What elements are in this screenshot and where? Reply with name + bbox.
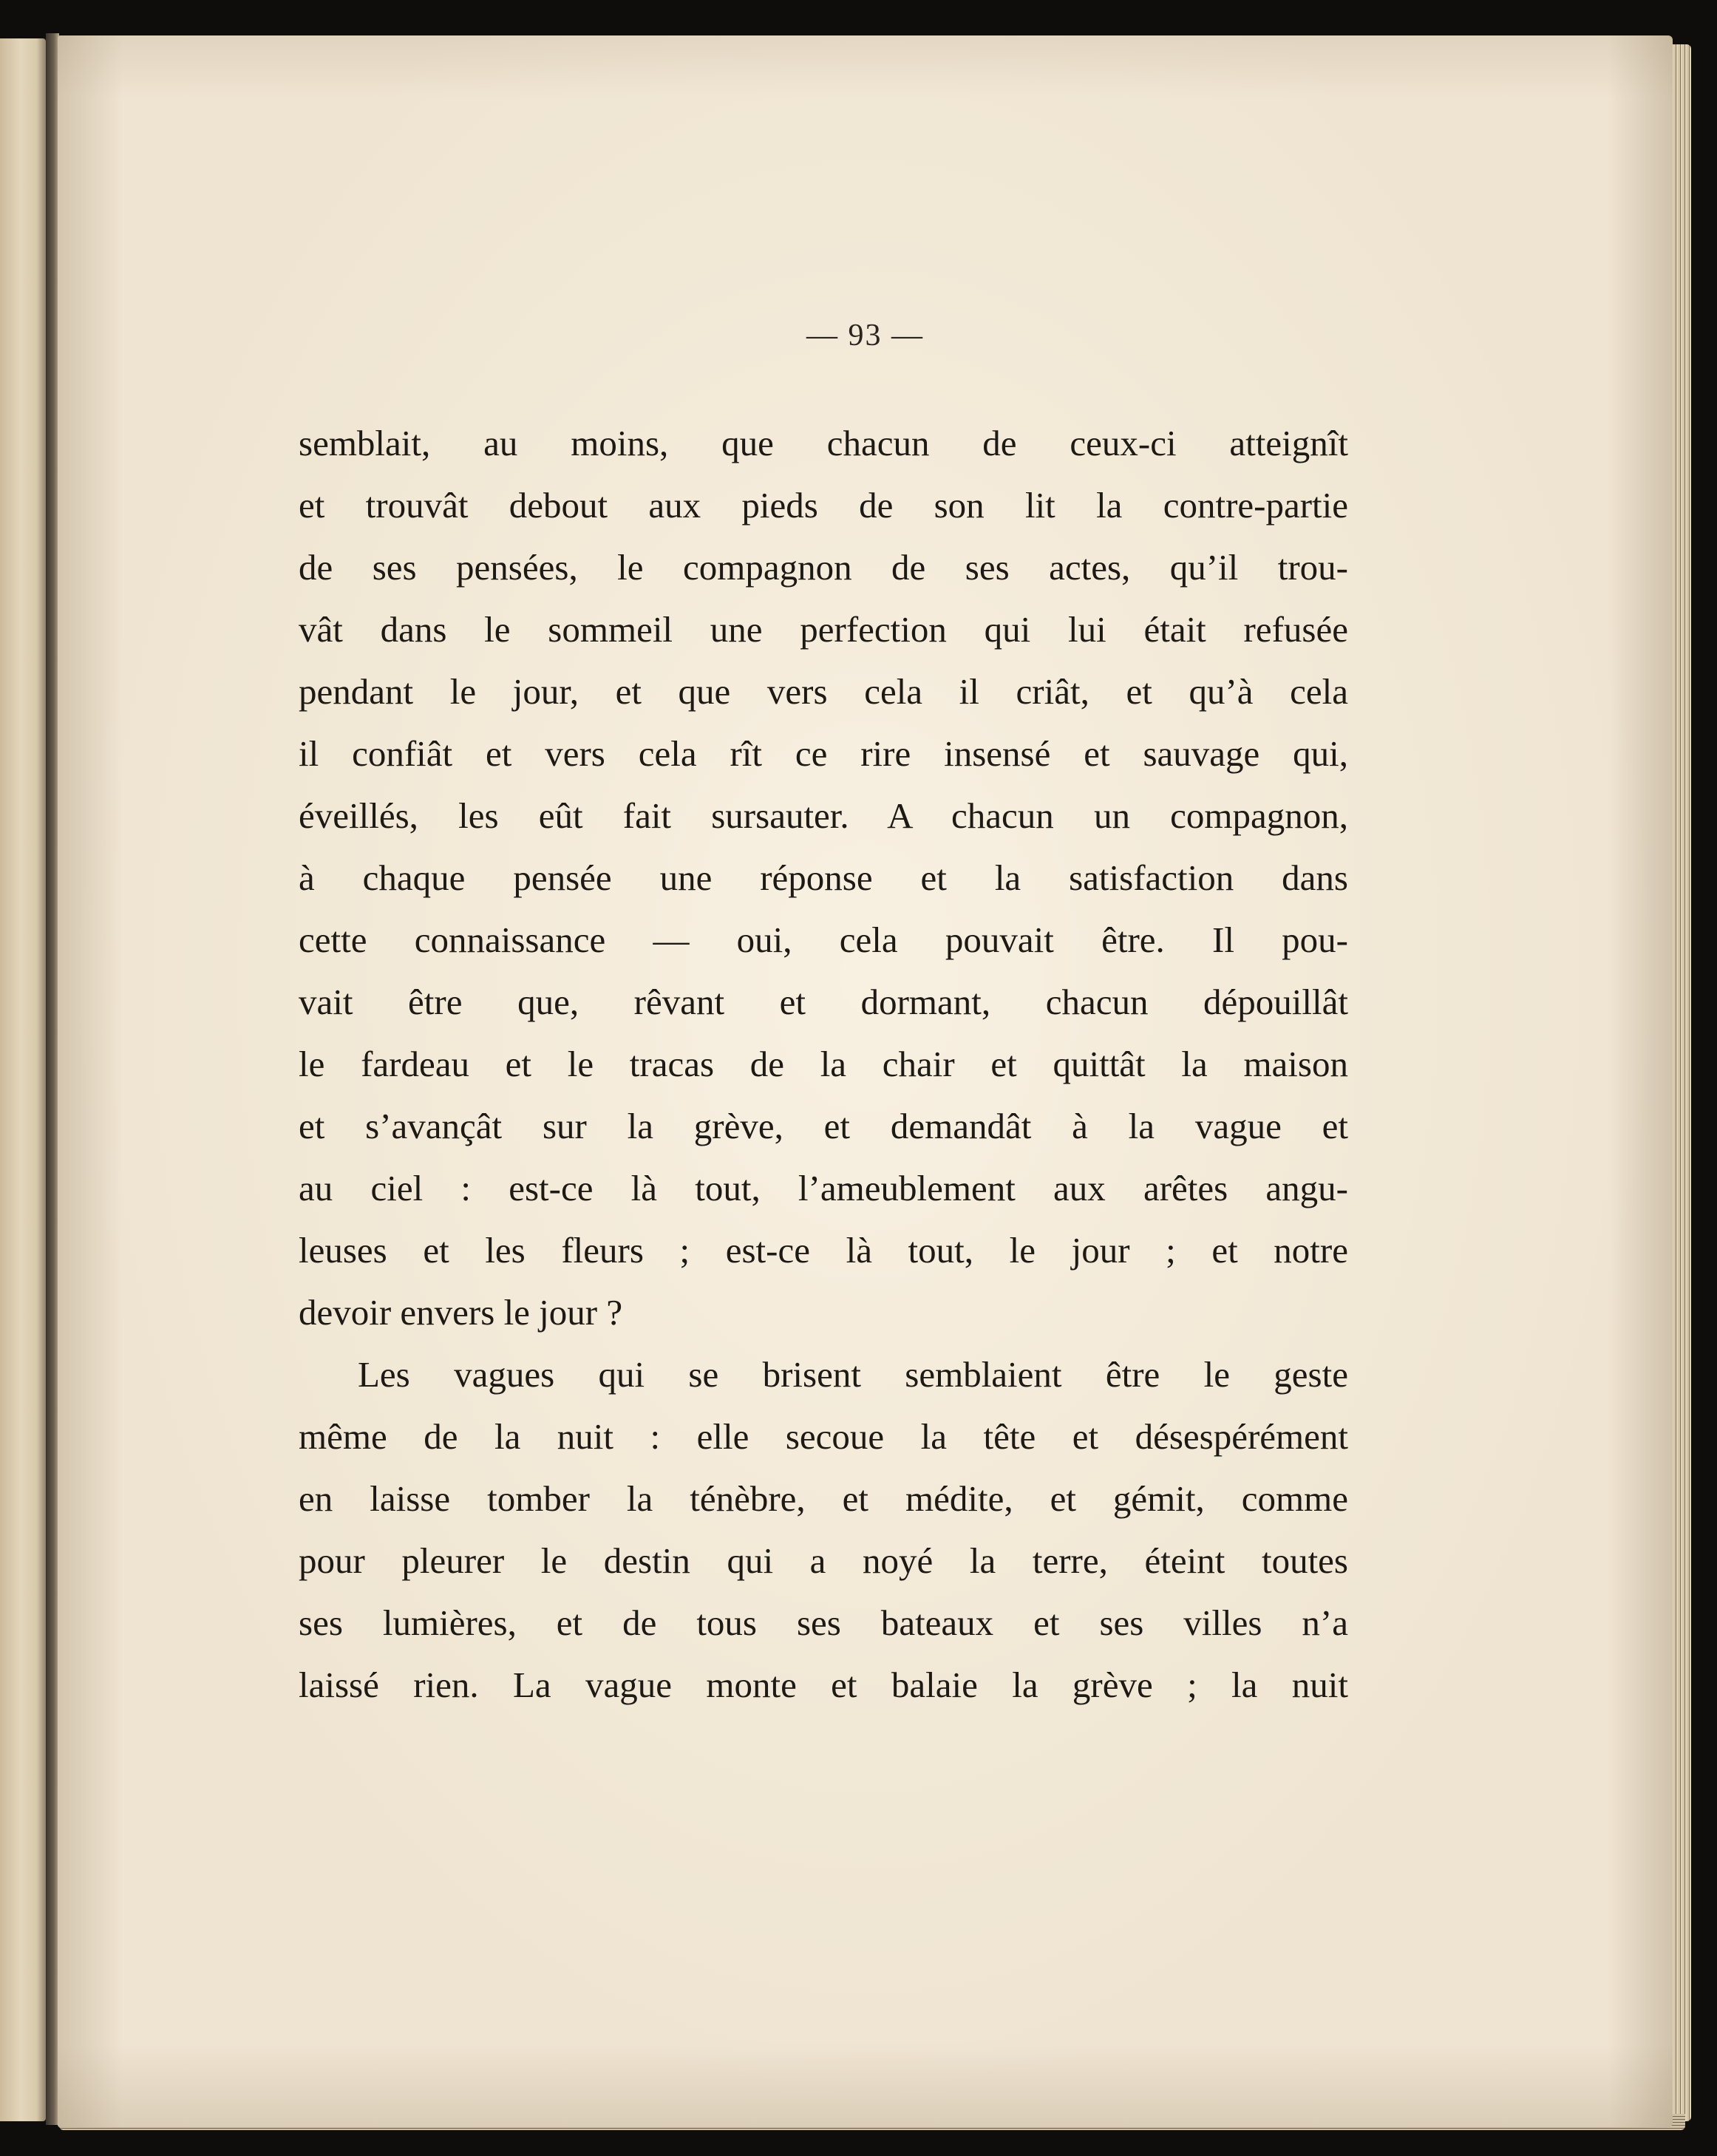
text-line: vât dans le sommeil une perfection qui lui était refusée bbox=[299, 609, 1348, 650]
text-line: et s’avançât sur la grève, et demandât à la vague et bbox=[299, 1106, 1348, 1146]
text-line: de ses pensées, le compagnon de ses actes, qu’il trou- bbox=[299, 547, 1348, 588]
left-page-edge bbox=[0, 38, 46, 2121]
text-line: cette connaissance — oui, cela pouvait être. Il pou- bbox=[299, 919, 1348, 960]
text-line: il confiât et vers cela rît ce rire insensé et sauvage qui, bbox=[299, 733, 1348, 774]
text-line: Les vagues qui se brisent semblaient être le geste bbox=[358, 1354, 1348, 1395]
text-line: en laisse tomber la ténèbre, et médite, et gémit, comme bbox=[299, 1478, 1348, 1519]
text-line: semblait, au moins, que chacun de ceux-ci atteignît bbox=[299, 423, 1348, 463]
text-line: ses lumières, et de tous ses bateaux et ses villes n’a bbox=[299, 1602, 1348, 1643]
text-line: devoir envers le jour ? bbox=[299, 1292, 623, 1333]
text-line: laissé rien. La vague monte et balaie la grève ; la nuit bbox=[299, 1664, 1348, 1705]
text-line: même de la nuit : elle secoue la tête et désespérément bbox=[299, 1416, 1348, 1457]
text-line: pendant le jour, et que vers cela il criât, et qu’à cela bbox=[299, 671, 1348, 712]
body-text bbox=[299, 412, 1348, 1716]
text-line: le fardeau et le tracas de la chair et quittât la maison bbox=[299, 1044, 1348, 1084]
text-line: au ciel : est-ce là tout, l’ameublement aux arêtes angu- bbox=[299, 1168, 1348, 1208]
text-line: vait être que, rêvant et dormant, chacun dépouillât bbox=[299, 982, 1348, 1022]
text-line: pour pleurer le destin qui a noyé la terre, éteint toutes bbox=[299, 1540, 1348, 1581]
page bbox=[58, 35, 1673, 2127]
text-line: et trouvât debout aux pieds de son lit la contre-partie bbox=[299, 485, 1348, 526]
paragraph bbox=[299, 1344, 1348, 1716]
page-number: — 93 — bbox=[806, 319, 924, 353]
text-line: éveillés, les eût fait sursauter. A chacun un compagnon, bbox=[299, 795, 1348, 836]
text-line: à chaque pensée une réponse et la satisfaction dans bbox=[299, 857, 1348, 898]
text-line: leuses et les fleurs ; est-ce là tout, le jour ; et notre bbox=[299, 1230, 1348, 1271]
paragraph bbox=[299, 412, 1348, 1344]
